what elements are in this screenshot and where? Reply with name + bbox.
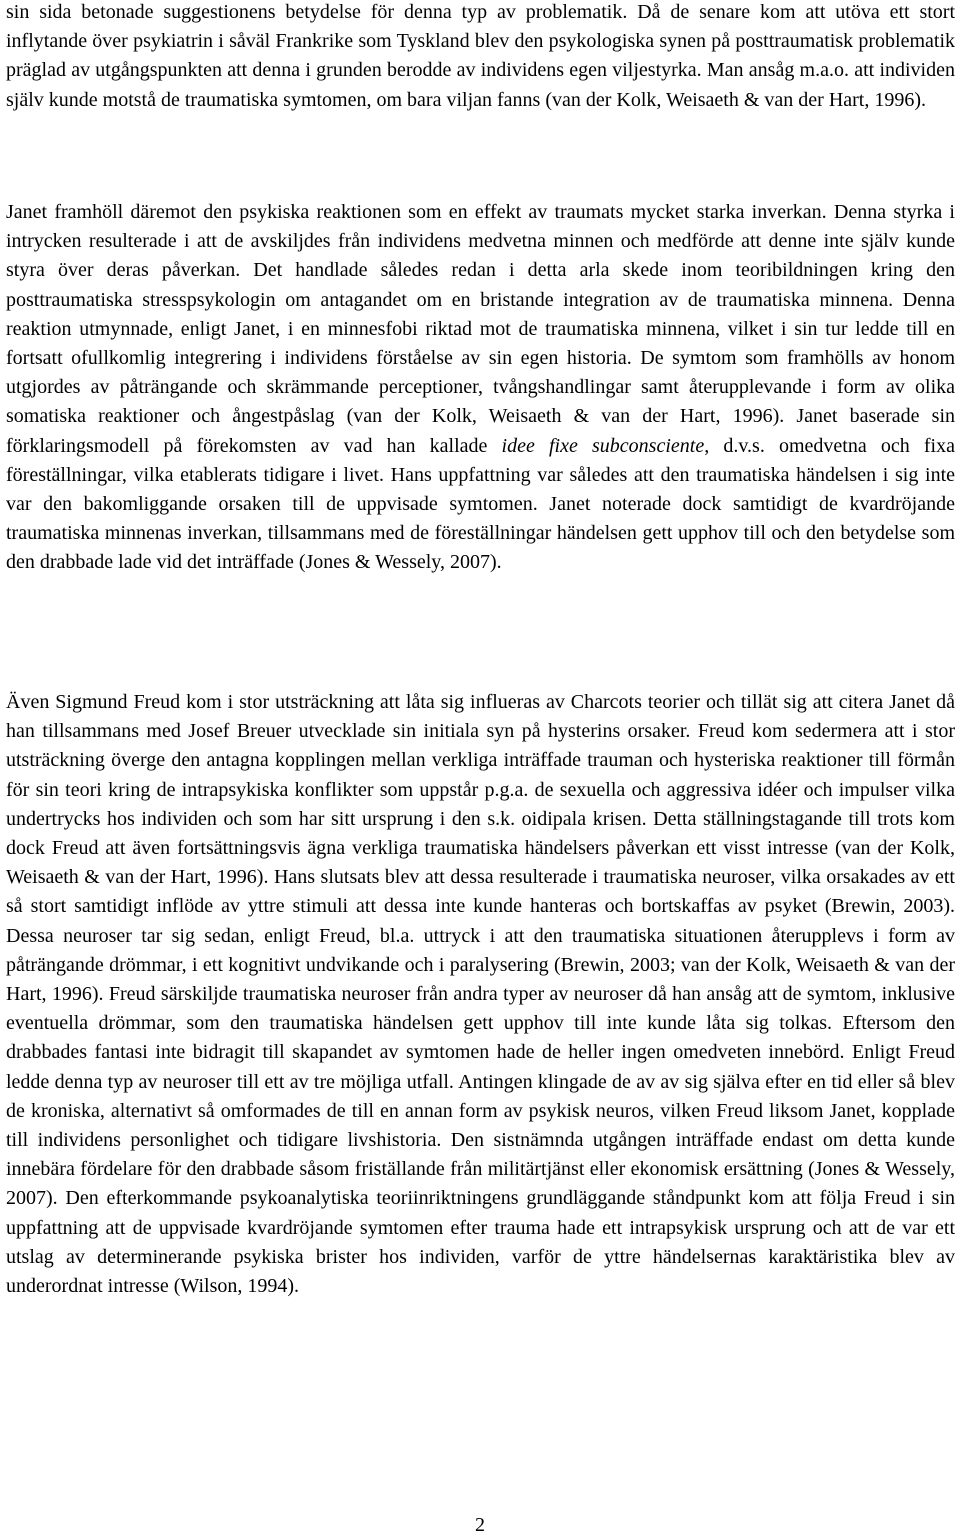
body-paragraph-3	[6, 688, 955, 1301]
paragraph-text: Även Sigmund Freud kom i stor utsträckning att låta sig influeras av Charcots teorier och tillät sig att citera Janet då han tillsammans med Josef Breuer utvecklade sin initiala syn på hysterins orsaker. Freud kom sedermera att i stor utsträckning överge den antagna kopplingen mellan verkliga inträffade trauman och hysteriska reaktioner till förmån för sin teori kring de intrapsykiska konflikter som uppstår p.g.a. de sexuella och aggressiva idéer och impulser vilka undertrycks hos individen och som har sitt ursprung i den s.k. oidipala krisen. Detta ställningstagande till trots kom dock Freud att även fortsättningsvis ägna verkliga traumatiska händelsers påverkan ett visst intresse (van der Kolk, Weisaeth & van der Hart, 1996). Hans slutsats blev att dessa resulterade i traumatiska neuroser, vilka orsakades av ett så stort samtidigt inflöde av yttre stimuli att dessa inte kunde hanteras och bortskaffas av psyket (Brewin, 2003). Dessa neuroser tar sig sedan, enligt Freud, bl.a. uttryck i att den traumatiska situationen återupplevs i form av påträngande drömmar, i ett kognitivt undvikande och i paralysering (Brewin, 2003; van der Kolk, Weisaeth & van der Hart, 1996). Freud särskiljde traumatiska neuroser från andra typer av neuroser då han ansåg att de symtom, inklusive eventuella drömmar, som den traumatiska händelsen gett upphov till inte kunde låta sig tolkas. Eftersom den drabbades fantasi inte bidragit till skapandet av symtomen hade de heller ingen omedveten innebörd. Enligt Freud ledde denna typ av neuroser till ett av tre möjliga utfall. Antingen klingade de av av sig själva efter en tid eller så blev de kroniska, alternativt så omformades de till en annan form av psykisk neuros, vilken Freud liksom Janet, kopplade till individens personlighet och tidigare livshistoria. Den sistnämnda utgången inträffade endast om detta kunde innebära fördelare för den drabbade såsom friställande från militärtjänst eller ekonomisk ersättning (Jones & Wessely, 2007). Den efterkommande psykoanalytiska teoriinriktningens grundläggande ståndpunkt kom att följa Freud i sin uppfattning att de uppvisade kvardröjande symtomen efter trauma hade ett intrapsykisk ursprung och att de var ett utslag av determinerande psykiska brister hos individen, varför de yttre händelsernas karaktäristika blev av underordnat intresse (Wilson, 1994).	[6, 691, 955, 1298]
paragraph-text: sin sida betonade suggestionens betydelse för denna typ av problematik. Då de senare kom att utöva ett stort inflytande över psykiatrin i såväl Frankrike som Tyskland blev den psykologiska synen på posttraumatisk problematik präglad av utgångspunkten att denna i grunden berodde av individens egen viljestyrka. Man ansåg m.a.o. att individen själv kunde motstå de traumatiska symtomen, om bara viljan fanns (van der Kolk, Weisaeth & van der Hart, 1996).	[6, 1, 955, 111]
body-paragraph-2	[6, 198, 955, 578]
paragraph-text: , d.v.s. omedvetna och fixa föreställningar, vilka etablerats tidigare i livet. Hans uppfattning var således att den traumatiska händelsen i sig inte var den bakomliggande orsaken till de uppvisade symtomen. Janet noterade dock samtidigt de kvardröjande traumatiska minnenas inverkan, tillsammans med de föreställningar händelsen gett upphov till och den betydelse som den drabbade lade vid det inträffade (Jones & Wessely, 2007).	[6, 434, 955, 574]
body-paragraph-1	[6, 0, 955, 115]
paragraph-text: Janet framhöll däremot den psykiska reaktionen som en effekt av traumats mycket starka inverkan. Denna styrka i intrycken resulterade i att de avskiljdes från individens medvetna minnen och medförde att denne inte själv kunde styra över deras påverkan. Det handlade således redan i detta arla skede inom teoribildningen kring den posttraumatiska stresspsykologin om antagandet om en bristande integration av de traumatiska minnena. Denna reaktion utmynnade, enligt Janet, i en minnesfobi riktad mot de traumatiska minnena, vilket i sin tur ledde till en fortsatt ofullkomlig integrering i individens förståelse av sin egen historia. De symtom som framhölls av honom utgjordes av påträngande och skrämmande perceptioner, tvångshandlingar samt återupplevande i form av olika somatiska reaktioner och ångestpåslag (van der Kolk, Weisaeth & van der Hart, 1996). Janet baserade sin förklaringsmodell på förekomsten av vad han kallade	[6, 201, 955, 457]
page-number: 2	[475, 1514, 485, 1536]
italic-term: idee fixe subconsciente	[501, 434, 705, 457]
